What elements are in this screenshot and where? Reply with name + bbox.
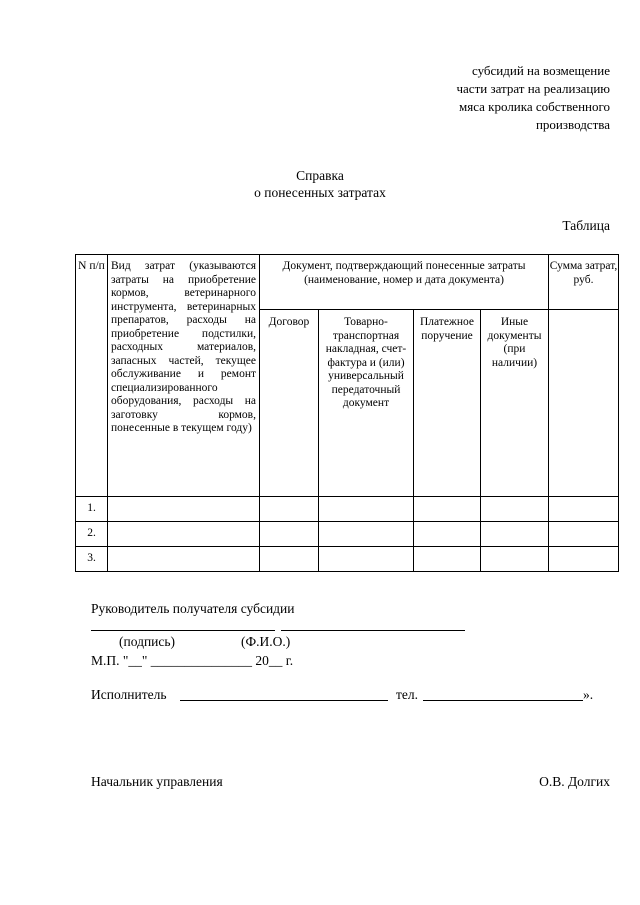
header-cell-doc: Документ, подтверждающий понесенные затраты (наименование, номер и дата документа) [260, 255, 549, 310]
header-cell-ttn: Товарно-транспортная накладная, счет-фактура и (или) универсальный передаточный документ [319, 310, 414, 497]
row-number: 2. [76, 522, 108, 547]
header-cell-kind: Вид затрат (указываются затраты на приобретение кормов, ветеринарного инструмента, ветеринарных препаратов, расходы на приобретение подстилки, расходных материалов, запасных частей, текущее обслуживание и ремонт специализированного оборудования, расходы на заготовку кормов, понесенные в текущем году) [108, 255, 260, 497]
table-cell [549, 497, 619, 522]
header-cell-contract: Договор [260, 310, 319, 497]
table-cell [414, 547, 481, 572]
header-cell-sum: Сумма затрат, руб. [549, 255, 619, 310]
chief-name: О.В. Долгих [539, 774, 610, 789]
phone-label: тел. [396, 687, 419, 702]
signature-line [91, 630, 275, 631]
table-cell [108, 522, 260, 547]
signature-caption: (подпись) [119, 634, 176, 649]
table-cell [108, 497, 260, 522]
table-label: Таблица [562, 218, 610, 233]
name-line [281, 630, 465, 631]
table-cell [481, 497, 549, 522]
table-cell [414, 497, 481, 522]
document-title: Справка [296, 168, 344, 183]
header-line-1: субсидий на возмещение [472, 63, 610, 78]
phone-end: ». [583, 687, 594, 702]
header-line-3: мяса кролика собственного [459, 99, 610, 114]
phone-line [423, 700, 583, 701]
table-row [76, 522, 619, 547]
table-cell [260, 522, 319, 547]
stamp-date-line: М.П. "__" _______________ 20__ г. [91, 653, 294, 668]
table-cell [108, 547, 260, 572]
chief-label: Начальник управления [91, 774, 223, 789]
header-cell-sum-empty [549, 310, 619, 497]
expenses-table [75, 254, 619, 572]
table-cell [549, 547, 619, 572]
table-cell [549, 522, 619, 547]
table-cell [481, 547, 549, 572]
header-cell-num: N п/п [76, 255, 108, 497]
head-label: Руководитель получателя субсидии [91, 601, 295, 616]
executor-label: Исполнитель [91, 687, 167, 702]
header-cell-other: Иные документы (при наличии) [481, 310, 549, 497]
document-title-block [0, 167, 640, 201]
header-block [456, 62, 610, 134]
table-cell [319, 522, 414, 547]
table-cell [414, 522, 481, 547]
table-row [76, 497, 619, 522]
row-number: 3. [76, 547, 108, 572]
header-cell-payment: Платежное поручение [414, 310, 481, 497]
table-cell [319, 497, 414, 522]
document-subtitle: о понесенных затратах [254, 185, 386, 200]
table-row [76, 547, 619, 572]
table-cell [260, 497, 319, 522]
table-cell [319, 547, 414, 572]
name-caption: (Ф.И.О.) [241, 634, 291, 649]
row-number: 1. [76, 497, 108, 522]
table-cell [481, 522, 549, 547]
table-cell [260, 547, 319, 572]
executor-line [180, 700, 388, 701]
header-line-2: части затрат на реализацию [456, 81, 610, 96]
header-line-4: производства [535, 117, 610, 132]
